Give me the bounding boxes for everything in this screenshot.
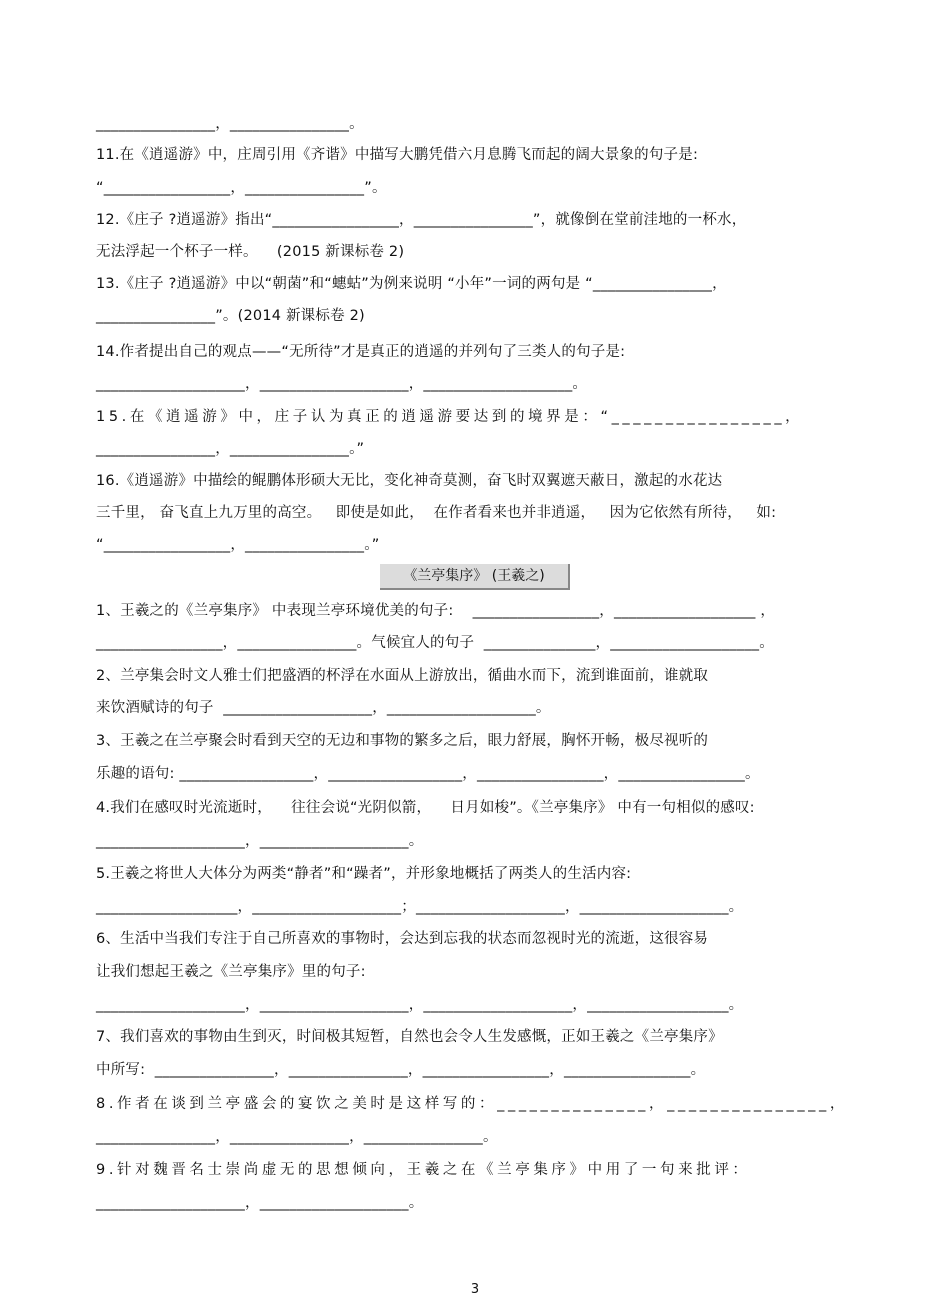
lanting-question-8: 8.作者在谈到兰亭盛会的宴饮之美时是这样写的：______________，_______________， [96, 1096, 848, 1112]
text-line: ________________”。(2014 新课标卷 2) [96, 308, 365, 324]
text-line: “_________________，________________”。 [96, 180, 387, 196]
lanting-question-4: 4.我们在感叹时光流逝时， 往往会说“光阴似箭， 日月如梭”。《兰亭集序》 中有一句相似的感叹: [96, 800, 755, 816]
lanting-question-9: 9.针对魏晋名士崇尚虚无的思想倾向，王羲之在《兰亭集序》中用了一句来批评： [96, 1162, 751, 1178]
question-16: 16.《逍遥游》中描绘的鲲鹏体形硕大无比，变化神奇莫测，奋飞时双翼遮天蔽日，激起的水花达 [96, 473, 723, 489]
text-line: 三千里， 奋飞直上九万里的高空。 即使是如此， 在作者看来也并非逍遥， 因为它依然有所待， 如: [96, 505, 777, 521]
lanting-question-1: 1、王羲之的《兰亭集序》 中表现兰亭环境优美的句子: _________________，___________________ ， [96, 603, 776, 619]
question-11: 11.在《逍遥游》中，庄周引用《齐谐》中描写大鹏凭借六月息腾飞而起的阔大景象的句子是: [96, 147, 699, 163]
text-line: _________________，________________。气候宜人的句子 _______________，____________________。 [96, 635, 774, 651]
text-line: ________________，________________，________________。 [96, 1129, 498, 1145]
text-line: 中所写: ________________，________________，_________________，_________________。 [96, 1062, 706, 1078]
text-line: ____________________，____________________，____________________。 [96, 376, 588, 392]
text-line: ________________，________________。” [96, 441, 365, 457]
question-15: 15.在《逍遥游》中，庄子认为真正的逍遥游要达到的境界是：“________________， [96, 409, 804, 425]
text-line: 来饮酒赋诗的句子 ____________________，____________________。 [96, 700, 551, 716]
lanting-question-6: 6、生活中当我们专注于自己所喜欢的事物时，会达到忘我的状态而忽视时光的流逝，这很容易 [96, 931, 709, 947]
text-line: 乐趣的语句: __________________，__________________，_________________，_________________。 [96, 766, 760, 782]
text-line: “_________________，________________。” [96, 537, 380, 553]
question-13: 13.《庄子 ?逍遥游》中以“朝菌”和“蟪蛄”为例来说明 “小年”一词的两句是 “________________， [96, 276, 727, 292]
text-line: ____________________，____________________。 [96, 833, 424, 849]
lanting-question-7: 7、我们喜欢的事物由生到灭，时间极其短暂，自然也会令人生发感慨，正如王羲之《兰亭集序》 [96, 1029, 723, 1045]
question-14: 14.作者提出自己的观点——“无所待”才是真正的逍遥的并列句了三类人的句子是: [96, 344, 626, 360]
page-number: 3 [470, 1282, 480, 1297]
text-line: 让我们想起王羲之《兰亭集序》里的句子: [96, 964, 366, 980]
text-line: 无法浮起一个杯子一样。 (2015 新课标卷 2) [96, 244, 405, 260]
lanting-question-5: 5.王羲之将世人大体分为两类“静者”和“躁者”，并形象地概括了两类人的生活内容: [96, 866, 632, 882]
question-12: 12.《庄子 ?逍遥游》指出“_________________，________________”，就像倒在堂前洼地的一杯水， [96, 212, 747, 228]
lanting-question-2: 2、兰亭集会时文人雅士们把盛酒的杯浮在水面从上游放出，循曲水而下，流到谁面前，谁就取 [96, 668, 709, 684]
text-line: ____________________，____________________。 [96, 1195, 424, 1211]
text-line: ____________________，____________________，____________________，___________________。 [96, 997, 744, 1013]
section-title: 《兰亭集序》 (王羲之) [380, 564, 570, 590]
text-line: ___________________，____________________；____________________，____________________。 [96, 899, 744, 915]
lanting-question-3: 3、王羲之在兰亭聚会时看到天空的无边和事物的繁多之后，眼力舒展，胸怀开畅，极尽视听的 [96, 733, 709, 749]
text-line: ________________，________________。 [96, 116, 364, 132]
